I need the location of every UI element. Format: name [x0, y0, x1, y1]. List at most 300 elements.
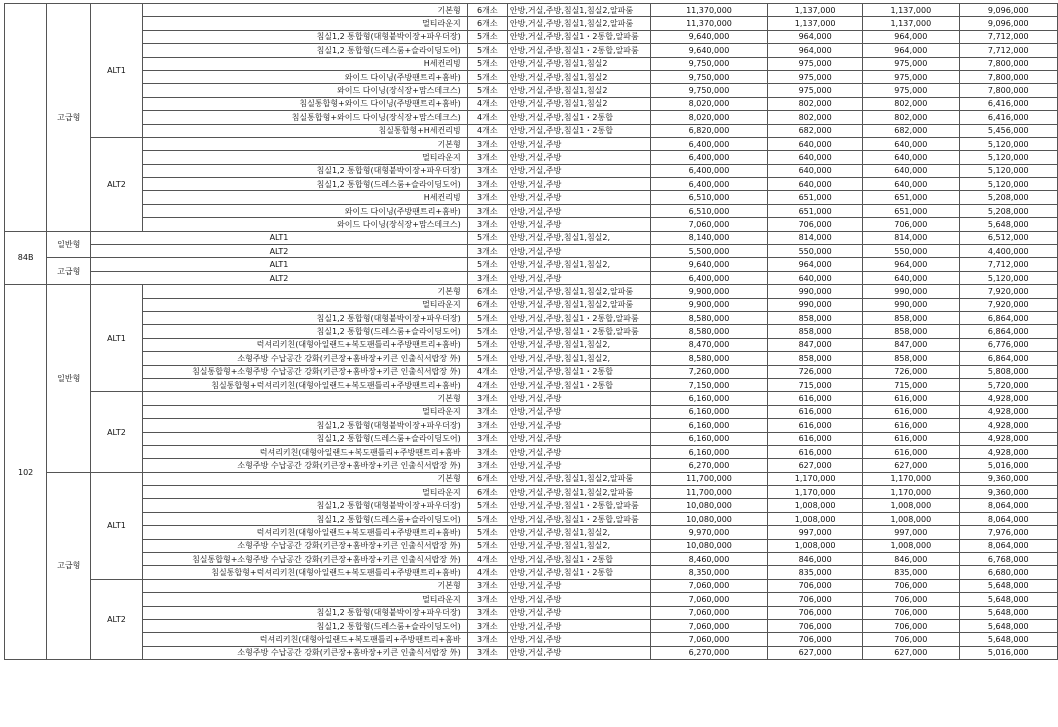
spaces-cell: 안방,거실,주방,침실1,침실2,알파룸 — [507, 486, 650, 499]
middle-price-cell: 706,000 — [863, 218, 960, 231]
grade-cell: 고급형 — [47, 4, 91, 232]
room-count-cell: 4개소 — [467, 553, 507, 566]
table-row — [5, 606, 1058, 619]
contract-price-cell: 846,000 — [768, 553, 863, 566]
contract-price-cell: 616,000 — [768, 405, 863, 418]
contract-price-cell: 616,000 — [768, 419, 863, 432]
balance-price-cell: 6,864,000 — [959, 352, 1057, 365]
room-count-cell: 3개소 — [467, 459, 507, 472]
middle-price-cell: 802,000 — [863, 111, 960, 124]
middle-price-cell: 627,000 — [863, 646, 960, 659]
spaces-cell: 안방,거실,주방,침실1,침실2, — [507, 231, 650, 244]
spaces-cell: 안방,거실,주방,침실1・2통합,알파룸 — [507, 512, 650, 525]
option-name-cell: ALT1 — [91, 231, 467, 244]
table-row — [5, 378, 1058, 391]
contract-price-cell: 726,000 — [768, 365, 863, 378]
contract-price-cell: 706,000 — [768, 633, 863, 646]
table-row — [5, 499, 1058, 512]
table-row — [5, 646, 1058, 659]
balance-price-cell: 7,920,000 — [959, 285, 1057, 298]
option-name-cell: 기본형 — [142, 392, 467, 405]
balance-price-cell: 4,928,000 — [959, 405, 1057, 418]
spaces-cell: 안방,거실,주방 — [507, 164, 650, 177]
table-row — [5, 472, 1058, 485]
spaces-cell: 안방,거실,주방,침실1,침실2, — [507, 526, 650, 539]
room-count-cell: 5개소 — [467, 512, 507, 525]
balance-price-cell: 4,400,000 — [959, 245, 1057, 258]
total-price-cell: 9,900,000 — [650, 298, 768, 311]
option-name-cell: 침실1,2 통합형(드레스룸+슬라이딩도어) — [142, 44, 467, 57]
middle-price-cell: 640,000 — [863, 178, 960, 191]
option-name-cell: 멀티라운지 — [142, 486, 467, 499]
middle-price-cell: 858,000 — [863, 325, 960, 338]
spaces-cell: 안방,거실,주방,침실1・2통합 — [507, 124, 650, 137]
table-row — [5, 285, 1058, 298]
spaces-cell: 안방,거실,주방 — [507, 405, 650, 418]
total-price-cell: 11,370,000 — [650, 17, 768, 30]
middle-price-cell: 975,000 — [863, 57, 960, 70]
table-row — [5, 204, 1058, 217]
table-row — [5, 619, 1058, 632]
middle-price-cell: 835,000 — [863, 566, 960, 579]
table-row — [5, 137, 1058, 150]
spaces-cell: 안방,거실,주방 — [507, 271, 650, 284]
balance-price-cell: 4,928,000 — [959, 419, 1057, 432]
total-price-cell: 7,060,000 — [650, 579, 768, 592]
table-row — [5, 30, 1058, 43]
contract-price-cell: 627,000 — [768, 646, 863, 659]
middle-price-cell: 997,000 — [863, 526, 960, 539]
middle-price-cell: 846,000 — [863, 553, 960, 566]
room-count-cell: 3개소 — [467, 392, 507, 405]
contract-price-cell: 1,137,000 — [768, 4, 863, 17]
option-name-cell: 침실1,2 통합형(드레스룸+슬라이딩도어) — [142, 178, 467, 191]
middle-price-cell: 706,000 — [863, 619, 960, 632]
total-price-cell: 6,270,000 — [650, 646, 768, 659]
option-name-cell: 소형주방 수납공간 강화(키큰장+홈바장+키큰 인출식서랍장 外) — [142, 459, 467, 472]
option-name-cell: 침실통합형+와이드 다이닝(장식장+맘스데크스) — [142, 111, 467, 124]
option-name-cell: 침실1,2 통합형(대형붙박이장+파우더장) — [142, 311, 467, 324]
balance-price-cell: 6,776,000 — [959, 338, 1057, 351]
spaces-cell: 안방,거실,주방 — [507, 579, 650, 592]
contract-price-cell: 814,000 — [768, 231, 863, 244]
room-count-cell: 3개소 — [467, 271, 507, 284]
room-count-cell: 3개소 — [467, 151, 507, 164]
option-name-cell: 멀티라운지 — [142, 298, 467, 311]
option-name-cell: 기본형 — [142, 285, 467, 298]
total-price-cell: 9,640,000 — [650, 258, 768, 271]
option-name-cell: 침실1,2 통합형(대형붙박이장+파우더장) — [142, 164, 467, 177]
table-row — [5, 553, 1058, 566]
balance-price-cell: 5,648,000 — [959, 606, 1057, 619]
total-price-cell: 8,580,000 — [650, 311, 768, 324]
balance-price-cell: 6,768,000 — [959, 553, 1057, 566]
contract-price-cell: 1,137,000 — [768, 17, 863, 30]
table-row — [5, 311, 1058, 324]
balance-price-cell: 8,064,000 — [959, 499, 1057, 512]
spaces-cell: 안방,거실,주방,침실1,침실2, — [507, 539, 650, 552]
total-price-cell: 8,350,000 — [650, 566, 768, 579]
room-count-cell: 5개소 — [467, 30, 507, 43]
contract-price-cell: 858,000 — [768, 325, 863, 338]
option-name-cell: ALT2 — [91, 271, 467, 284]
table-row — [5, 445, 1058, 458]
middle-price-cell: 706,000 — [863, 633, 960, 646]
unit-type-cell — [5, 4, 47, 232]
balance-price-cell: 5,208,000 — [959, 191, 1057, 204]
room-count-cell: 5개소 — [467, 338, 507, 351]
total-price-cell: 9,640,000 — [650, 30, 768, 43]
balance-price-cell: 6,864,000 — [959, 325, 1057, 338]
room-count-cell: 3개소 — [467, 204, 507, 217]
table-row — [5, 84, 1058, 97]
room-count-cell: 5개소 — [467, 325, 507, 338]
alt-cell: ALT1 — [91, 4, 142, 138]
middle-price-cell: 550,000 — [863, 245, 960, 258]
contract-price-cell: 1,008,000 — [768, 539, 863, 552]
spaces-cell: 안방,거실,주방 — [507, 151, 650, 164]
balance-price-cell: 5,120,000 — [959, 151, 1057, 164]
table-row — [5, 512, 1058, 525]
balance-price-cell: 4,928,000 — [959, 445, 1057, 458]
total-price-cell: 10,080,000 — [650, 539, 768, 552]
total-price-cell: 9,640,000 — [650, 44, 768, 57]
room-count-cell: 5개소 — [467, 231, 507, 244]
table-row — [5, 526, 1058, 539]
contract-price-cell: 802,000 — [768, 111, 863, 124]
room-count-cell: 4개소 — [467, 378, 507, 391]
balance-price-cell: 9,360,000 — [959, 486, 1057, 499]
total-price-cell: 6,160,000 — [650, 405, 768, 418]
contract-price-cell: 964,000 — [768, 44, 863, 57]
total-price-cell: 6,400,000 — [650, 271, 768, 284]
middle-price-cell: 964,000 — [863, 44, 960, 57]
total-price-cell: 11,370,000 — [650, 4, 768, 17]
alt-cell: ALT2 — [91, 579, 142, 659]
middle-price-cell: 1,008,000 — [863, 512, 960, 525]
middle-price-cell: 706,000 — [863, 579, 960, 592]
table-row — [5, 111, 1058, 124]
contract-price-cell: 706,000 — [768, 579, 863, 592]
middle-price-cell: 990,000 — [863, 285, 960, 298]
middle-price-cell: 975,000 — [863, 84, 960, 97]
balance-price-cell: 7,800,000 — [959, 57, 1057, 70]
middle-price-cell: 616,000 — [863, 445, 960, 458]
room-count-cell: 4개소 — [467, 111, 507, 124]
room-count-cell: 4개소 — [467, 566, 507, 579]
middle-price-cell: 651,000 — [863, 191, 960, 204]
balance-price-cell: 6,416,000 — [959, 97, 1057, 110]
option-name-cell: 럭셔리키친(대형아일랜드+복도팬틀리+주방팬트리+홈바) — [142, 526, 467, 539]
spaces-cell: 안방,거실,주방,침실1・2통합 — [507, 378, 650, 391]
middle-price-cell: 1,170,000 — [863, 486, 960, 499]
room-count-cell: 5개소 — [467, 539, 507, 552]
middle-price-cell: 847,000 — [863, 338, 960, 351]
table-row — [5, 245, 1058, 258]
table-row — [5, 633, 1058, 646]
contract-price-cell: 847,000 — [768, 338, 863, 351]
option-name-cell: 침실1,2 통합형(대형붙박이장+파우더장) — [142, 30, 467, 43]
room-count-cell: 3개소 — [467, 419, 507, 432]
balance-price-cell: 7,712,000 — [959, 30, 1057, 43]
middle-price-cell: 640,000 — [863, 271, 960, 284]
middle-price-cell: 975,000 — [863, 70, 960, 83]
contract-price-cell: 550,000 — [768, 245, 863, 258]
total-price-cell: 7,060,000 — [650, 619, 768, 632]
spaces-cell: 안방,거실,주방 — [507, 137, 650, 150]
alt-cell: ALT2 — [91, 392, 142, 472]
spaces-cell: 안방,거실,주방,침실1,침실2, — [507, 258, 650, 271]
option-name-cell: 멀티라운지 — [142, 17, 467, 30]
spaces-cell: 안방,거실,주방,침실1・2통합,알파룸 — [507, 311, 650, 324]
room-count-cell: 3개소 — [467, 432, 507, 445]
table-row — [5, 432, 1058, 445]
table-row — [5, 258, 1058, 271]
option-name-cell: 침실1,2 통합형(드레스룸+슬라이딩도어) — [142, 432, 467, 445]
option-name-cell: 럭셔리키친(대형아일랜드+복도팬틀리+주방팬트리+홈바) — [142, 338, 467, 351]
contract-price-cell: 964,000 — [768, 30, 863, 43]
total-price-cell: 6,400,000 — [650, 164, 768, 177]
spaces-cell: 안방,거실,주방,침실1・2통합 — [507, 365, 650, 378]
table-row — [5, 459, 1058, 472]
balance-price-cell: 5,648,000 — [959, 633, 1057, 646]
spaces-cell: 안방,거실,주방,침실1・2통합 — [507, 111, 650, 124]
unit-type-cell: 102 — [5, 285, 47, 660]
spaces-cell: 안방,거실,주방,침실1・2통합,알파룸 — [507, 325, 650, 338]
alt-cell: ALT2 — [91, 137, 142, 231]
total-price-cell: 9,750,000 — [650, 84, 768, 97]
option-name-cell: 침실1,2 통합형(대형붙박이장+파우더장) — [142, 499, 467, 512]
table-row — [5, 539, 1058, 552]
spaces-cell: 안방,거실,주방,침실1・2통합,알파룸 — [507, 499, 650, 512]
contract-price-cell: 627,000 — [768, 459, 863, 472]
table-row — [5, 218, 1058, 231]
middle-price-cell: 616,000 — [863, 405, 960, 418]
total-price-cell: 10,080,000 — [650, 512, 768, 525]
spaces-cell: 안방,거실,주방 — [507, 191, 650, 204]
room-count-cell: 6개소 — [467, 298, 507, 311]
spaces-cell: 안방,거실,주방,침실1,침실2,알파룸 — [507, 298, 650, 311]
table-row — [5, 164, 1058, 177]
spaces-cell: 안방,거실,주방,침실1,침실2,알파룸 — [507, 472, 650, 485]
room-count-cell: 3개소 — [467, 593, 507, 606]
table-row — [5, 178, 1058, 191]
contract-price-cell: 964,000 — [768, 258, 863, 271]
table-row — [5, 44, 1058, 57]
option-name-cell: 와이드 다이닝(주방팬트리+홈바) — [142, 204, 467, 217]
spaces-cell: 안방,거실,주방 — [507, 218, 650, 231]
table-row — [5, 4, 1058, 17]
balance-price-cell: 8,064,000 — [959, 512, 1057, 525]
contract-price-cell: 706,000 — [768, 606, 863, 619]
contract-price-cell: 975,000 — [768, 70, 863, 83]
total-price-cell: 7,060,000 — [650, 633, 768, 646]
table-row — [5, 70, 1058, 83]
contract-price-cell: 975,000 — [768, 57, 863, 70]
middle-price-cell: 858,000 — [863, 311, 960, 324]
contract-price-cell: 715,000 — [768, 378, 863, 391]
middle-price-cell: 706,000 — [863, 593, 960, 606]
contract-price-cell: 651,000 — [768, 191, 863, 204]
room-count-cell: 3개소 — [467, 164, 507, 177]
spaces-cell: 안방,거실,주방,침실1,침실2 — [507, 70, 650, 83]
balance-price-cell: 5,456,000 — [959, 124, 1057, 137]
balance-price-cell: 5,016,000 — [959, 646, 1057, 659]
total-price-cell: 11,700,000 — [650, 472, 768, 485]
spaces-cell: 안방,거실,주방,침실1,침실2,알파룸 — [507, 17, 650, 30]
total-price-cell: 8,460,000 — [650, 553, 768, 566]
spaces-cell: 안방,거실,주방 — [507, 245, 650, 258]
room-count-cell: 5개소 — [467, 70, 507, 83]
spaces-cell: 안방,거실,주방 — [507, 646, 650, 659]
option-name-cell: 침실통합형+럭셔리키친(대형아일랜드+복도팬틀리+주방팬트리+홈바) — [142, 378, 467, 391]
contract-price-cell: 975,000 — [768, 84, 863, 97]
contract-price-cell: 858,000 — [768, 352, 863, 365]
balance-price-cell: 4,928,000 — [959, 392, 1057, 405]
middle-price-cell: 616,000 — [863, 432, 960, 445]
spaces-cell: 안방,거실,주방 — [507, 419, 650, 432]
table-row — [5, 97, 1058, 110]
room-count-cell: 6개소 — [467, 486, 507, 499]
middle-price-cell: 858,000 — [863, 352, 960, 365]
contract-price-cell: 640,000 — [768, 137, 863, 150]
table-row — [5, 566, 1058, 579]
total-price-cell: 9,970,000 — [650, 526, 768, 539]
middle-price-cell: 1,137,000 — [863, 17, 960, 30]
table-row — [5, 231, 1058, 244]
room-count-cell: 6개소 — [467, 4, 507, 17]
contract-price-cell: 706,000 — [768, 218, 863, 231]
contract-price-cell: 640,000 — [768, 271, 863, 284]
option-price-table — [4, 3, 1058, 660]
total-price-cell: 9,900,000 — [650, 285, 768, 298]
middle-price-cell: 616,000 — [863, 419, 960, 432]
balance-price-cell: 5,648,000 — [959, 579, 1057, 592]
room-count-cell: 5개소 — [467, 44, 507, 57]
option-name-cell: 소형주방 수납공간 강화(키큰장+홈바장+키큰 인출식서랍장 外) — [142, 539, 467, 552]
contract-price-cell: 616,000 — [768, 445, 863, 458]
room-count-cell: 5개소 — [467, 258, 507, 271]
spaces-cell: 안방,거실,주방 — [507, 633, 650, 646]
room-count-cell: 6개소 — [467, 472, 507, 485]
total-price-cell: 8,580,000 — [650, 325, 768, 338]
table-row — [5, 579, 1058, 592]
option-name-cell: 기본형 — [142, 137, 467, 150]
contract-price-cell: 858,000 — [768, 311, 863, 324]
option-name-cell: 침실통합형+소형주방 수납공간 강화(키큰장+홈바장+키큰 인출식서랍장 外) — [142, 365, 467, 378]
grade-cell: 일반형 — [47, 231, 91, 258]
balance-price-cell: 7,800,000 — [959, 70, 1057, 83]
spaces-cell: 안방,거실,주방,침실1,침실2 — [507, 84, 650, 97]
spaces-cell: 안방,거실,주방 — [507, 392, 650, 405]
total-price-cell: 6,400,000 — [650, 137, 768, 150]
total-price-cell: 6,270,000 — [650, 459, 768, 472]
spaces-cell: 안방,거실,주방,침실1・2통합,알파룸 — [507, 30, 650, 43]
spaces-cell: 안방,거실,주방,침실1,침실2, — [507, 352, 650, 365]
balance-price-cell: 4,928,000 — [959, 432, 1057, 445]
middle-price-cell: 1,137,000 — [863, 4, 960, 17]
middle-price-cell: 1,008,000 — [863, 539, 960, 552]
spaces-cell: 안방,거실,주방,침실1,침실2, — [507, 338, 650, 351]
middle-price-cell: 706,000 — [863, 606, 960, 619]
contract-price-cell: 651,000 — [768, 204, 863, 217]
total-price-cell: 7,060,000 — [650, 593, 768, 606]
total-price-cell: 7,060,000 — [650, 606, 768, 619]
option-name-cell: 와이드 다이닝(장식장+맘스데크스) — [142, 218, 467, 231]
balance-price-cell: 5,648,000 — [959, 619, 1057, 632]
alt-cell: ALT1 — [91, 472, 142, 579]
contract-price-cell: 997,000 — [768, 526, 863, 539]
balance-price-cell: 7,920,000 — [959, 298, 1057, 311]
middle-price-cell: 682,000 — [863, 124, 960, 137]
room-count-cell: 3개소 — [467, 218, 507, 231]
room-count-cell: 3개소 — [467, 579, 507, 592]
grade-cell: 고급형 — [47, 472, 91, 659]
contract-price-cell: 706,000 — [768, 593, 863, 606]
total-price-cell: 6,400,000 — [650, 178, 768, 191]
spaces-cell: 안방,거실,주방,침실1,침실2 — [507, 97, 650, 110]
contract-price-cell: 835,000 — [768, 566, 863, 579]
contract-price-cell: 990,000 — [768, 285, 863, 298]
balance-price-cell: 8,064,000 — [959, 539, 1057, 552]
total-price-cell: 8,020,000 — [650, 97, 768, 110]
balance-price-cell: 7,712,000 — [959, 44, 1057, 57]
contract-price-cell: 1,008,000 — [768, 499, 863, 512]
option-name-cell: 침실1,2 통합형(대형붙박이장+파우더장) — [142, 419, 467, 432]
spaces-cell: 안방,거실,주방,침실1,침실2,알파룸 — [507, 4, 650, 17]
total-price-cell: 9,750,000 — [650, 70, 768, 83]
room-count-cell: 3개소 — [467, 633, 507, 646]
option-name-cell: 침실통합형+H세컨리빙 — [142, 124, 467, 137]
option-name-cell: 멀티라운지 — [142, 151, 467, 164]
contract-price-cell: 640,000 — [768, 178, 863, 191]
alt-cell: ALT1 — [91, 285, 142, 392]
total-price-cell: 6,160,000 — [650, 419, 768, 432]
total-price-cell: 6,160,000 — [650, 445, 768, 458]
middle-price-cell: 814,000 — [863, 231, 960, 244]
table-row — [5, 365, 1058, 378]
spaces-cell: 안방,거실,주방 — [507, 432, 650, 445]
total-price-cell: 9,750,000 — [650, 57, 768, 70]
room-count-cell: 6개소 — [467, 285, 507, 298]
option-name-cell: 멀티라운지 — [142, 593, 467, 606]
total-price-cell: 7,260,000 — [650, 365, 768, 378]
option-name-cell: 기본형 — [142, 579, 467, 592]
middle-price-cell: 640,000 — [863, 151, 960, 164]
middle-price-cell: 616,000 — [863, 392, 960, 405]
total-price-cell: 6,160,000 — [650, 392, 768, 405]
balance-price-cell: 5,120,000 — [959, 271, 1057, 284]
total-price-cell: 7,060,000 — [650, 218, 768, 231]
option-name-cell: ALT2 — [91, 245, 467, 258]
balance-price-cell: 7,712,000 — [959, 258, 1057, 271]
room-count-cell: 6개소 — [467, 17, 507, 30]
middle-price-cell: 640,000 — [863, 164, 960, 177]
spaces-cell: 안방,거실,주방 — [507, 593, 650, 606]
option-name-cell: H세컨리빙 — [142, 57, 467, 70]
contract-price-cell: 682,000 — [768, 124, 863, 137]
table-row — [5, 352, 1058, 365]
option-name-cell: 기본형 — [142, 472, 467, 485]
spaces-cell: 안방,거실,주방 — [507, 606, 650, 619]
total-price-cell: 6,820,000 — [650, 124, 768, 137]
table-row — [5, 298, 1058, 311]
room-count-cell: 4개소 — [467, 365, 507, 378]
room-count-cell: 5개소 — [467, 526, 507, 539]
balance-price-cell: 5,648,000 — [959, 593, 1057, 606]
room-count-cell: 3개소 — [467, 646, 507, 659]
balance-price-cell: 6,864,000 — [959, 311, 1057, 324]
